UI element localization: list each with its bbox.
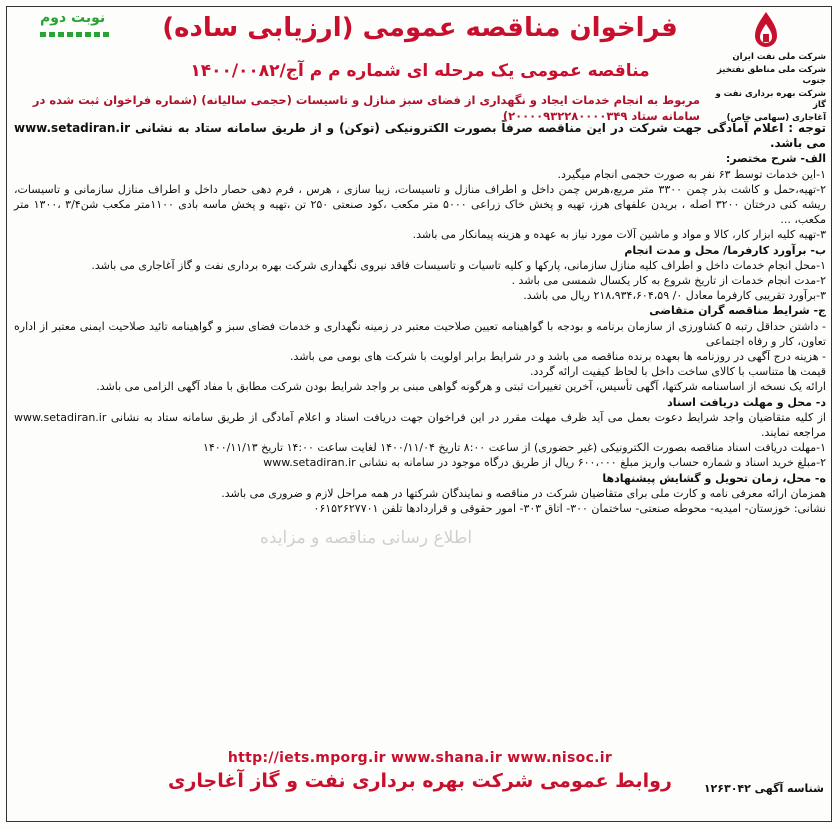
paragraph: ۳-تهیه کلیه ابزار کار، کالا و مواد و ماشین آلات مورد نیاز به عهده و هزینه پیمانکار می باشد. bbox=[412, 228, 826, 242]
paragraph: ۲-مبلغ خرید اسناد و شماره حساب واریز مبلغ ۶۰۰،۰۰۰ ریال از طریق درگاه موجود در سامانه به نشانی www.setadiran.ir bbox=[263, 456, 826, 470]
round-label: نوبت دوم bbox=[40, 10, 106, 26]
public-relations-signature: روابط عمومی شرکت بهره برداری نفت و گاز آغاجاری bbox=[168, 770, 672, 792]
paragraph: ارائه یک نسخه از اساسنامه شرکتها، آگهی تأسیس، آخرین تغییرات ثبتی و هرگونه گواهی مبنی بر واجد شرایط بودن شرکت مطابق با مفاد آگهی الزامی می باشد. bbox=[96, 380, 826, 394]
paragraph: از کلیه متقاضیان واجد شرایط دعوت بعمل می آید ظرف مهلت مقرر در این فراخوان جهت دریافت اسناد و اعلام آمادگی از طریق سامانه ستاد به نشانی www.setadiran.ir مراجعه نمایند. bbox=[14, 410, 826, 440]
round-decoration bbox=[40, 32, 110, 37]
ad-number: شناسه آگهی ۱۲۶۳۰۴۲ bbox=[703, 782, 824, 795]
paragraph: ۳-برآورد تقریبی کارفرما معادل ۰/ ۲۱۸،۹۳۴،۶۰۴،۵۹ ریال می باشد. bbox=[523, 289, 826, 303]
paragraph: - داشتن حداقل رتبه ۵ کشاورزی از سازمان برنامه و بودجه با گواهینامه تعیین صلاحیت معتبر در زمینه نگهداری و خدمات فضای سبز و گواهینامه تائید صلاحیت ایمنی معتبر از اداره تعاون، کار و رفاه اجتماعی bbox=[14, 319, 826, 348]
section-heading: د- محل و مهلت دریافت اسناد bbox=[667, 395, 826, 409]
section-heading: ه- محل، زمان تحویل و گشایش پیشنهادها bbox=[602, 471, 826, 485]
watermark-text: اطلاع رسانی مناقصه و مزایده bbox=[260, 528, 473, 548]
tender-number: مناقصه عمومی یک مرحله ای شماره م م آج/۱۴۰۰/۰۰۸۲ bbox=[190, 61, 650, 81]
paragraph: ۲-مدت انجام خدمات از تاریخ شروع به کار یکسال شمسی می باشد . bbox=[511, 274, 826, 288]
section-heading: ج- شرایط مناقصه گران متقاضی bbox=[649, 304, 826, 318]
paragraph: ۱-محل انجام خدمات داخل و اطراف کلیه منازل سازمانی، پارکها و کلیه تاسیات و تاسیسات فاقد نیروی نگهداری شرکت بهره برداری نفت و گاز آغاجاری می باشد. bbox=[91, 258, 826, 272]
nioc-logo-icon bbox=[749, 10, 783, 50]
paragraph: - هزینه درج آگهی در روزنامه ها بعهده برنده مناقصه می باشد و در شرایط برابر اولویت با شرکت های بومی می باشد. bbox=[289, 350, 826, 364]
website-links[interactable]: http://iets.mporg.ir www.shana.ir www.nisoc.ir bbox=[227, 750, 613, 766]
org-line: شرکت بهره برداری نفت و گاز bbox=[715, 89, 826, 110]
org-line: شرکت ملی نفت ایران bbox=[732, 52, 826, 62]
notice-body bbox=[14, 121, 826, 516]
paragraph: ۱-مهلت دریافت اسناد مناقصه بصورت الکترونیکی (غیر حضوری) از ساعت ۸:۰۰ تاریخ ۱۴۰۰/۱۱/۰۴ لغایت ساعت ۱۴:۰۰ تاریخ ۱۴۰۰/۱۱/۱۳ bbox=[202, 441, 826, 455]
section-heading: ب- برآورد کارفرما/ محل و مدت انجام bbox=[624, 243, 826, 257]
paragraph: ۲-تهیه،حمل و کاشت بذر چمن ۳۳۰۰ متر مربع،هرس چمن داخل و اطراف منازل و تاسیسات، زیبا سازی ، هرس ، فرم دهی حصار داخل و اطراف منازل سازمانی و تاسیسات، ریشه کنی درختان ۳۲۰۰ اصله ، بریدن علفهای هرز، تهیه و پخش خاک زراعی ۵۰۰۰ متر مکعب ،کود صنعتی ۲۵۰ تن ،تهیه و پخش ماسه بادی ۱۱۰۰متر مکعب شن۳/۴ ،۱۳۰۰ متر مکعب، ... bbox=[14, 182, 826, 227]
paragraph: ۱-این خدمات توسط ۶۳ نفر به صورت حجمی انجام میگیرد. bbox=[557, 167, 826, 181]
paragraph: قیمت ها متناسب با کالای ساخت داخل با لحاظ کیفیت ارائه گردد. bbox=[529, 365, 826, 379]
tender-subject: مربوط به انجام خدمات ایجاد و نگهداری از فضای سبز منازل و تاسیسات (حجمی سالیانه) (شماره فراخوان ثبت شده در سامانه ستاد ۲۰۰۰۰۹۳۲۲۸۰۰۰۰۳۴۹) bbox=[32, 93, 700, 123]
org-line: شرکت ملی مناطق نفتخیز جنوب bbox=[716, 65, 826, 86]
notice-title: فراخوان مناقصه عمومی (ارزیابی ساده) bbox=[162, 13, 678, 43]
section-heading: الف- شرح مختصر: bbox=[725, 152, 826, 166]
attention-line: توجه : اعلام آمادگی جهت شرکت در این مناقصه صرفاً بصورت الکترونیکی (توکن) و از طریق سامانه ستاد به نشانی www.setadiran.ir می باشد. bbox=[14, 121, 826, 151]
org-line: آغاجاری (سهامی خاص) bbox=[726, 113, 826, 123]
paragraph: نشانی: خوزستان- امیدیه- محوطه صنعتی- ساختمان ۳۰۰- اتاق ۳۰۳- امور حقوقی و قراردادها تلفن ۰۶۱۵۲۶۲۷۷۰۱ bbox=[313, 502, 826, 516]
company-logo bbox=[706, 10, 826, 124]
paragraph: همزمان ارائه معرفی نامه و کارت ملی برای متقاضیان شرکت در مناقصه و نمایندگان شرکتها در همه مراحل لازم و ضروری می باشد. bbox=[221, 486, 826, 500]
